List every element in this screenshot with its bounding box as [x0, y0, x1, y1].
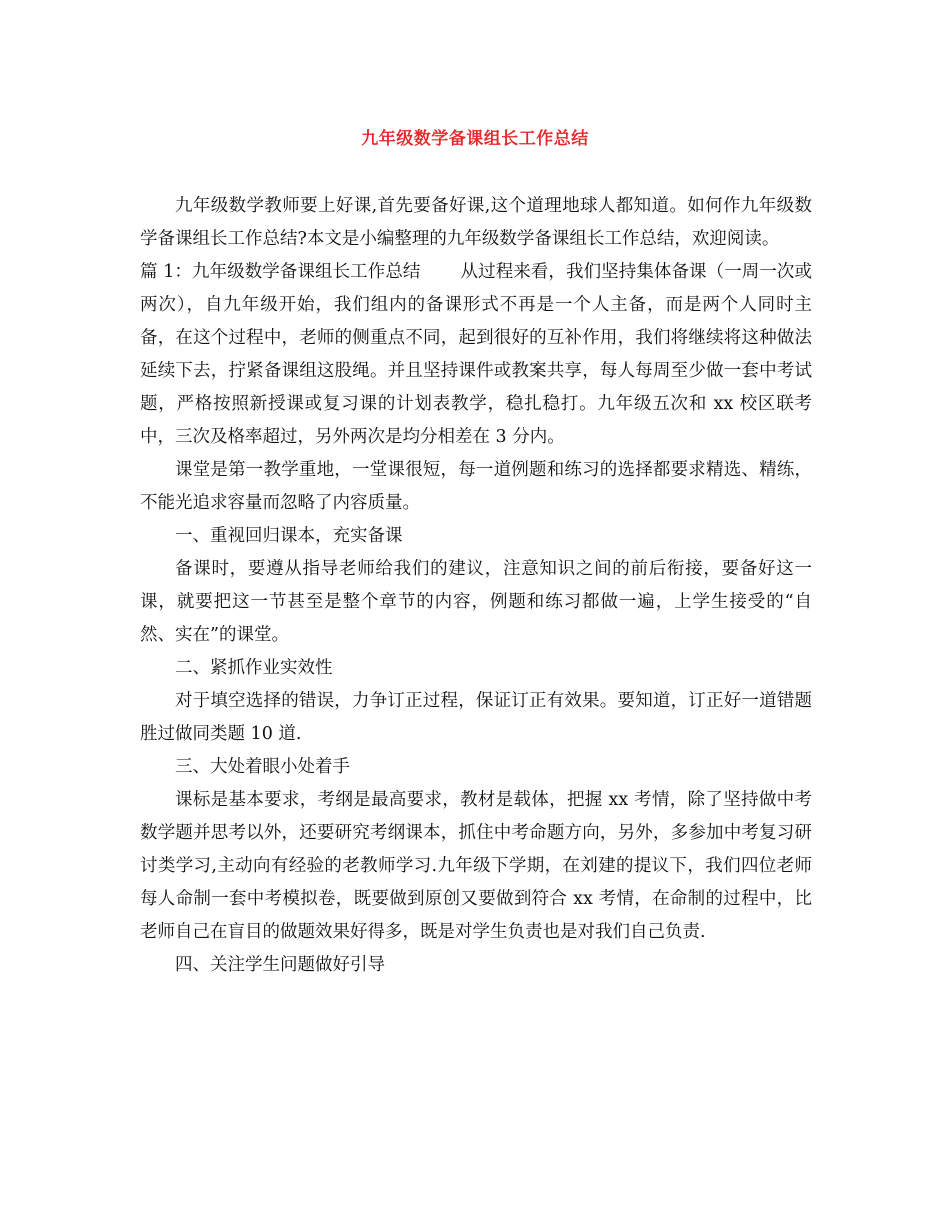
- body-paragraph: 对于填空选择的错误，力争订正过程，保证订正有效果。要知道，订正好一道错题胜过做同类题 10 道.: [140, 691, 812, 744]
- section-heading: 二、紧抓作业实效性: [175, 658, 333, 678]
- section-heading: 一、重视回归课本，充实备课: [175, 526, 403, 546]
- section-heading: 三、大处着眼小处着手: [175, 757, 350, 777]
- article-label: 篇 1：九年级数学备课组长工作总结: [140, 262, 421, 282]
- body-paragraph: 备课时，要遵从指导老师给我们的建议，注意知识之间的前后衔接，要备好这一课，就要把这一节甚至是整个章节的内容，例题和练习都做一遍，上学生接受的“自然、实在”的课堂。: [140, 559, 812, 645]
- body-paragraph: 课堂是第一教学重地，一堂课很短，每一道例题和练习的选择都要求精选、精练，不能光追求容量而忽略了内容质量。: [140, 460, 812, 513]
- article-body: 从过程来看，我们坚持集体备课（一周一次或两次），自九年级开始，我们组内的备课形式不再是一个人主备，而是两个人同时主备，在这个过程中，老师的侧重点不同，起到很好的互补作用，我们将继续将这种做法延续下去，拧紧备课组这股绳。并且坚持课件或教案共享，每人每周至少做一套中考试题，严格按照新授课或复习课的计划表教学，稳扎稳打。九年级五次和 xx 校区联考中，三次及格率超过，另外两次是均分相差在 3 分内。: [140, 262, 812, 447]
- intro-paragraph: 九年级数学教师要上好课,首先要备好课,这个道理地球人都知道。如何作九年级数学备课组长工作总结?本文是小编整理的九年级数学备课组长工作总结，欢迎阅读。: [140, 196, 812, 249]
- document-body: [140, 190, 812, 982]
- section-heading: 四、关注学生问题做好引导: [175, 955, 385, 975]
- body-paragraph: 课标是基本要求，考纲是最高要求，教材是载体，把握 xx 考情，除了坚持做中考数学题并思考以外，还要研究考纲课本，抓住中考命题方向，另外，多参加中考复习研讨类学习,主动向有经验的老教师学习.九年级下学期，在刘建的提议下，我们四位老师每人命制一套中考模拟卷，既要做到原创又要做到符合 xx 考情，在命制的过程中，比老师自己在盲目的做题效果好得多，既是对学生负责也是对我们自己负责.: [140, 790, 812, 942]
- article-paragraph: [140, 256, 812, 454]
- document-title: 九年级数学备课组长工作总结: [361, 129, 589, 149]
